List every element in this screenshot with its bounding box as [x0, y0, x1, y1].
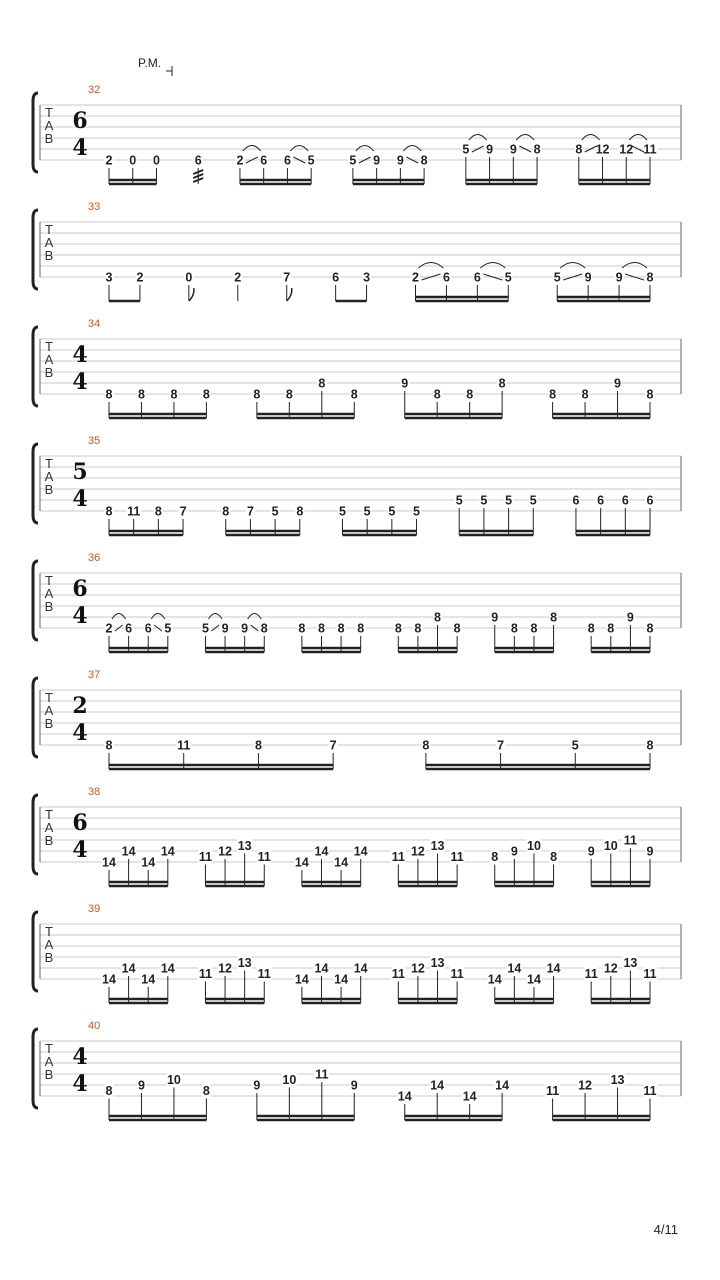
fret-number: 8	[510, 621, 518, 636]
fret-number: 14	[141, 855, 156, 870]
tab-clef-letter: T	[45, 456, 53, 471]
fret-number: 8	[422, 738, 430, 753]
fret-number: 8	[105, 504, 113, 519]
fret-number: 9	[614, 376, 622, 391]
tab-clef-letter: B	[44, 716, 54, 731]
tab-clef-letter: B	[44, 482, 54, 497]
fret-number: 8	[646, 738, 654, 753]
time-signature-bottom: 4	[72, 603, 88, 629]
fret-number: 12	[578, 1078, 593, 1093]
fret-number: 0	[152, 153, 160, 168]
fret-number: 8	[575, 142, 583, 157]
fret-number: 8	[550, 850, 558, 864]
fret-number: 8	[581, 387, 589, 402]
fret-number: 12	[410, 961, 425, 976]
fret-number: 8	[646, 621, 654, 636]
slur-arc	[629, 135, 647, 141]
tab-clef-letter: A	[44, 235, 54, 250]
fret-number: 8	[357, 621, 365, 636]
fret-number: 14	[160, 844, 175, 859]
time-signature-top: 4	[72, 1044, 88, 1070]
measure-number: 38	[88, 786, 101, 798]
fret-number: 12	[218, 844, 232, 859]
slur-arc	[356, 146, 374, 152]
fret-number: 8	[296, 504, 304, 519]
slur-arc	[208, 614, 222, 620]
tab-clef-letter: T	[45, 105, 53, 120]
fret-number: 14	[102, 972, 116, 987]
measure-number: 35	[88, 435, 101, 447]
fret-number: 8	[587, 621, 595, 636]
measure-number: 33	[88, 201, 101, 213]
fret-number: 11	[391, 967, 405, 981]
tab-clef-letter: A	[44, 1054, 54, 1069]
fret-number: 9	[373, 153, 381, 168]
fret-number: 14	[160, 961, 175, 976]
fret-number: 8	[434, 610, 441, 625]
time-signature-top: 6	[72, 576, 88, 602]
fret-number: 6	[283, 153, 291, 168]
fret-number: 3	[363, 270, 371, 285]
fret-number: 8	[154, 504, 162, 519]
fret-number: 9	[509, 142, 517, 157]
fret-number: 13	[610, 1073, 625, 1087]
fret-number: 5	[504, 270, 512, 285]
fret-number: 9	[221, 621, 229, 636]
fret-number: 8	[318, 621, 325, 636]
measure-number: 32	[88, 84, 101, 96]
tab-clef-letter: A	[44, 352, 54, 367]
time-signature-top: 5	[72, 459, 88, 485]
time-signature-bottom: 4	[72, 837, 88, 863]
fret-number: 6	[332, 270, 340, 285]
fret-number: 8	[202, 387, 210, 402]
fret-number: 14	[102, 855, 116, 870]
fret-number: 7	[246, 504, 254, 519]
fret-number: 9	[626, 610, 634, 625]
fret-number: 8	[453, 621, 461, 636]
fret-number: 8	[433, 387, 441, 402]
fret-number: 6	[572, 493, 580, 508]
fret-number: 14	[334, 855, 349, 870]
fret-number: 2	[105, 153, 113, 168]
fret-number: 5	[271, 504, 279, 519]
fret-number: 5	[201, 621, 209, 636]
measure-number: 40	[88, 1020, 101, 1032]
tab-clef-letter: T	[45, 690, 53, 705]
slur-arc	[419, 263, 444, 269]
fret-number: 14	[546, 961, 561, 976]
palm-mute-label: P.M.	[138, 56, 162, 70]
system-bracket	[33, 1029, 38, 1108]
fret-number: 14	[507, 961, 522, 976]
fret-number: 5	[363, 504, 371, 519]
slur-arc	[622, 263, 647, 269]
tab-clef-letter: B	[44, 248, 54, 263]
fret-number: 6	[442, 270, 450, 285]
fret-number: 11	[257, 850, 271, 864]
fret-number: 8	[350, 387, 358, 402]
fret-number: 9	[401, 376, 409, 391]
slur-arc	[243, 146, 261, 152]
fret-number: 2	[412, 270, 419, 285]
fret-number: 14	[353, 961, 368, 976]
fret-number: 8	[222, 504, 230, 519]
fret-number: 7	[179, 504, 187, 519]
fret-number: 5	[553, 270, 561, 285]
fret-number: 2	[136, 270, 144, 285]
fret-number: 13	[430, 956, 445, 970]
system-bracket	[33, 327, 38, 406]
fret-number: 13	[623, 956, 638, 970]
slur-arc	[469, 135, 487, 141]
system-bracket	[33, 912, 38, 991]
fret-number: 8	[498, 376, 506, 391]
slur-arc	[582, 135, 600, 141]
fret-number: 8	[414, 621, 422, 636]
fret-number: 6	[125, 621, 133, 636]
fret-number: 5	[349, 153, 357, 168]
slur-arc	[248, 614, 262, 620]
fret-number: 5	[388, 504, 396, 519]
fret-number: 7	[497, 738, 505, 753]
fret-number: 6	[473, 270, 481, 285]
tab-clef-letter: T	[45, 807, 53, 822]
fret-number: 12	[595, 142, 610, 157]
fret-number: 6	[144, 621, 152, 636]
measure-number: 37	[88, 669, 101, 681]
fret-number: 5	[571, 738, 579, 753]
time-signature-bottom: 4	[72, 135, 88, 161]
fret-number: 3	[105, 270, 113, 285]
fret-number: 11	[584, 967, 598, 981]
fret-number: 8	[298, 621, 306, 636]
fret-number: 12	[218, 961, 232, 976]
fret-number: 14	[430, 1078, 445, 1093]
time-signature-top: 6	[72, 810, 88, 836]
time-signature-top: 6	[72, 108, 88, 134]
fret-number: 9	[587, 844, 595, 859]
fret-number: 7	[329, 738, 337, 753]
fret-number: 14	[141, 972, 156, 987]
fret-number: 0	[185, 270, 193, 285]
tab-clef-letter: T	[45, 573, 53, 588]
fret-number: 13	[430, 839, 445, 853]
system-bracket	[33, 795, 38, 874]
fret-number: 14	[397, 1089, 412, 1104]
tab-clef-letter: T	[45, 1041, 53, 1056]
fret-number: 12	[410, 844, 425, 859]
slur-arc	[560, 263, 585, 269]
time-signature-top: 4	[72, 342, 88, 368]
fret-number: 5	[480, 493, 488, 508]
fret-number: 11	[257, 967, 271, 981]
fret-number: 14	[527, 972, 541, 987]
fret-number: 9	[510, 844, 518, 859]
fret-number: 13	[237, 956, 252, 970]
fret-number: 10	[527, 839, 541, 853]
fret-number: 8	[105, 1084, 113, 1098]
note-flag	[189, 288, 194, 301]
fret-number: 8	[491, 850, 499, 864]
tab-clef-letter: A	[44, 820, 54, 835]
fret-number: 10	[166, 1073, 181, 1087]
fret-number: 14	[314, 961, 329, 976]
tab-clef-letter: B	[44, 833, 54, 848]
system-bracket	[33, 444, 38, 523]
tab-clef-letter: A	[44, 586, 54, 601]
page-number: 4/11	[653, 1222, 678, 1237]
tab-clef-letter: B	[44, 950, 54, 965]
fret-number: 11	[198, 967, 213, 981]
fret-number: 10	[282, 1073, 297, 1087]
measure-number: 39	[88, 903, 101, 915]
fret-number: 9	[615, 270, 623, 285]
fret-number: 11	[177, 738, 191, 753]
measure-number: 34	[88, 318, 101, 330]
tab-clef-letter: A	[44, 937, 54, 952]
tab-clef-letter: A	[44, 703, 54, 718]
fret-number: 8	[337, 621, 345, 636]
time-signature-bottom: 4	[72, 369, 88, 395]
tab-clef-letter: B	[44, 599, 54, 614]
fret-number: 6	[260, 153, 268, 168]
fret-number: 2	[234, 270, 242, 285]
fret-number: 14	[495, 1078, 510, 1093]
fret-number: 9	[350, 1078, 358, 1093]
slur-arc	[480, 263, 505, 269]
fret-number: 8	[549, 387, 557, 402]
tab-clef-letter: T	[45, 339, 53, 354]
fret-number: 11	[643, 142, 657, 157]
fret-number: 11	[450, 850, 464, 864]
fret-number: 9	[491, 610, 499, 625]
fret-number: 5	[413, 504, 421, 519]
tab-clef-letter: B	[44, 1067, 54, 1082]
fret-number: 12	[619, 142, 634, 157]
fret-number: 13	[237, 839, 252, 853]
fret-number: 8	[394, 621, 402, 636]
fret-number: 11	[545, 1084, 560, 1098]
tab-clef-letter: A	[44, 469, 54, 484]
system-bracket	[33, 93, 38, 172]
fret-number: 6	[597, 493, 605, 508]
fret-number: 14	[334, 972, 349, 987]
fret-number: 8	[533, 142, 541, 157]
tab-clef-letter: T	[45, 222, 53, 237]
slur-arc	[112, 614, 126, 620]
fret-number: 11	[391, 850, 405, 864]
tab-clef-letter: B	[44, 365, 54, 380]
fret-number: 5	[307, 153, 315, 168]
fret-number: 14	[353, 844, 368, 859]
fret-number: 8	[137, 387, 145, 402]
fret-number: 8	[105, 387, 113, 402]
fret-number: 9	[253, 1078, 261, 1093]
fret-number: 8	[466, 387, 474, 402]
fret-number: 0	[129, 153, 137, 168]
note-flag	[287, 288, 292, 301]
fret-number: 2	[105, 621, 113, 636]
time-signature-bottom: 4	[72, 1071, 88, 1097]
fret-number: 14	[314, 844, 329, 859]
fret-number: 8	[646, 270, 654, 285]
tab-clef-letter: T	[45, 924, 53, 939]
fret-number: 9	[241, 621, 249, 636]
slur-arc	[290, 146, 308, 152]
fret-number: 6	[621, 493, 629, 508]
fret-number: 11	[450, 967, 464, 981]
system-bracket	[33, 210, 38, 289]
fret-number: 8	[607, 621, 615, 636]
fret-number: 5	[462, 142, 470, 157]
tab-clef-letter: B	[44, 131, 54, 146]
fret-number: 9	[584, 270, 592, 285]
fret-number: 10	[603, 839, 618, 853]
fret-number: 8	[550, 610, 558, 625]
fret-number: 14	[294, 972, 309, 987]
slur-arc	[151, 614, 165, 620]
fret-number: 6	[194, 153, 202, 168]
fret-number: 7	[283, 270, 291, 285]
fret-number: 11	[315, 1067, 329, 1082]
fret-number: 9	[486, 142, 494, 157]
slur-arc	[403, 146, 421, 152]
fret-number: 9	[137, 1078, 145, 1093]
fret-number: 11	[643, 967, 657, 981]
fret-number: 11	[643, 1084, 657, 1098]
fret-number: 14	[487, 972, 502, 987]
slur-arc	[516, 135, 534, 141]
fret-number: 5	[505, 493, 513, 508]
fret-number: 8	[318, 376, 326, 391]
fret-number: 14	[121, 844, 136, 859]
fret-number: 8	[105, 738, 113, 753]
fret-number: 11	[127, 504, 141, 519]
time-signature-bottom: 4	[72, 486, 88, 512]
fret-number: 14	[121, 961, 136, 976]
time-signature-top: 2	[72, 693, 88, 719]
fret-number: 12	[603, 961, 618, 976]
system-bracket	[33, 561, 38, 640]
fret-number: 9	[396, 153, 404, 168]
fret-number: 8	[646, 387, 654, 402]
fret-number: 9	[646, 844, 654, 859]
time-signature-bottom: 4	[72, 720, 88, 746]
fret-number: 11	[198, 850, 213, 864]
fret-number: 8	[260, 621, 268, 636]
fret-number: 6	[646, 493, 654, 508]
fret-number: 8	[170, 387, 178, 402]
fret-number: 8	[285, 387, 293, 402]
fret-number: 8	[420, 153, 428, 168]
fret-number: 14	[462, 1089, 477, 1104]
fret-number: 5	[529, 493, 537, 508]
fret-number: 8	[202, 1084, 210, 1098]
fret-number: 8	[253, 387, 261, 402]
measure-number: 36	[88, 552, 101, 564]
fret-number: 5	[338, 504, 346, 519]
fret-number: 11	[623, 833, 638, 848]
tab-clef-letter: A	[44, 118, 54, 133]
system-bracket	[33, 678, 38, 757]
fret-number: 8	[254, 738, 262, 753]
fret-number: 5	[164, 621, 172, 636]
fret-number: 8	[530, 621, 538, 636]
fret-number: 5	[455, 493, 463, 508]
fret-number: 2	[236, 153, 244, 168]
fret-number: 14	[294, 855, 309, 870]
